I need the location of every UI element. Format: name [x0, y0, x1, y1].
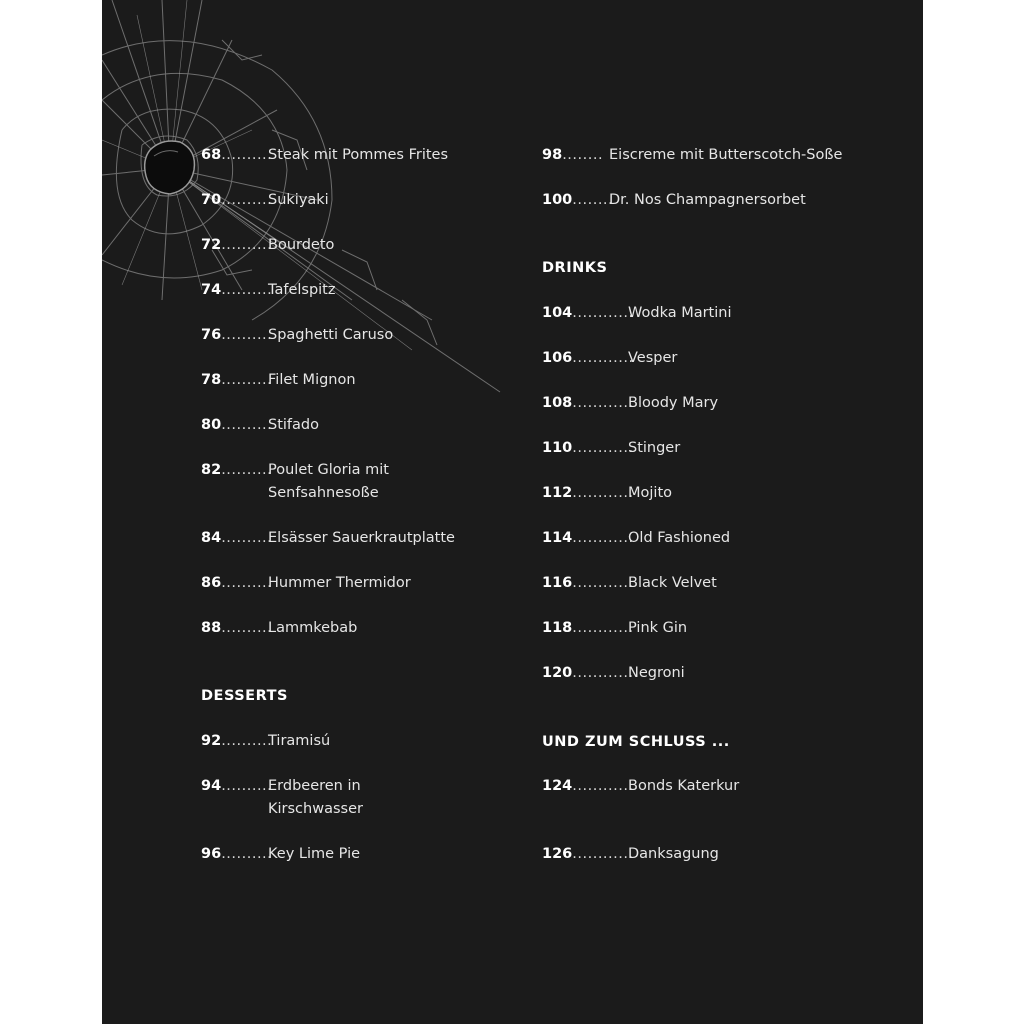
- section-heading-closing: UND ZUM SCHLUSS ...: [542, 734, 730, 750]
- entry-title: Hummer Thermidor: [268, 575, 411, 591]
- toc-entry[interactable]: [542, 347, 678, 370]
- leader-dots: ............: [572, 440, 634, 456]
- page-number: 82: [201, 462, 222, 478]
- page-number: 104: [542, 305, 573, 321]
- page-number: 96: [201, 846, 222, 862]
- page-number: 116: [542, 575, 573, 591]
- entry-title: Sukiyaki: [268, 192, 329, 208]
- page-number: 68: [201, 147, 222, 163]
- leader-dots: ..........: [221, 778, 273, 794]
- toc-entry[interactable]: [201, 279, 336, 302]
- entry-title: Tafelspitz: [268, 282, 336, 298]
- leader-dots: ..........: [221, 575, 273, 591]
- toc-entry[interactable]: [201, 459, 389, 501]
- page-number: 120: [542, 665, 573, 681]
- leader-dots: ..........: [221, 147, 273, 163]
- entry-title: Negroni: [628, 665, 685, 681]
- toc-entry[interactable]: [201, 527, 455, 550]
- toc-entry[interactable]: [201, 617, 358, 640]
- page-number: 100: [542, 192, 573, 208]
- leader-dots: ............: [572, 665, 634, 681]
- toc-entry[interactable]: [201, 144, 449, 167]
- page-number: 74: [201, 282, 222, 298]
- entry-title: Erdbeeren in Kirschwasser: [268, 778, 363, 817]
- leader-dots: ..........: [221, 237, 273, 253]
- page-number: 108: [542, 395, 573, 411]
- entry-title: Bourdeto: [268, 237, 335, 253]
- section-heading-drinks: DRINKS: [542, 260, 608, 276]
- leader-dots: ............: [572, 620, 634, 636]
- leader-dots: ............: [572, 485, 634, 501]
- leader-dots: ........: [572, 192, 614, 208]
- toc-entry[interactable]: [542, 189, 806, 212]
- section-heading-desserts: DESSERTS: [201, 688, 288, 704]
- book-page: [102, 0, 923, 1024]
- leader-dots: ..........: [221, 462, 273, 478]
- entry-title: Dr. Nos Champagnersorbet: [609, 192, 806, 208]
- leader-dots: ..........: [221, 733, 273, 749]
- page-number: 124: [542, 778, 573, 794]
- entry-title: Spaghetti Caruso: [268, 327, 394, 343]
- entry-title: Stifado: [268, 417, 319, 433]
- toc-entry[interactable]: [542, 144, 843, 167]
- toc-entry[interactable]: [542, 617, 688, 640]
- toc-entry[interactable]: [201, 572, 411, 595]
- page-number: 98: [542, 147, 563, 163]
- page-number: 80: [201, 417, 222, 433]
- toc-entry[interactable]: [201, 843, 361, 866]
- entry-title: Stinger: [628, 440, 681, 456]
- toc-entry[interactable]: [542, 527, 731, 550]
- page-number: 86: [201, 575, 222, 591]
- page-number: 88: [201, 620, 222, 636]
- toc-entry[interactable]: [201, 324, 394, 347]
- page-number: 84: [201, 530, 222, 546]
- page-number: 78: [201, 372, 222, 388]
- entry-title: Tiramisú: [268, 733, 331, 749]
- toc-entry[interactable]: [542, 662, 685, 685]
- page-number: 72: [201, 237, 222, 253]
- toc-entry[interactable]: [542, 843, 719, 866]
- leader-dots: ............: [572, 305, 634, 321]
- toc-entry[interactable]: [542, 392, 719, 415]
- page-number: 110: [542, 440, 573, 456]
- page-number: 114: [542, 530, 573, 546]
- entry-title: Elsässer Sauerkrautplatte: [268, 530, 455, 546]
- toc-entry[interactable]: [201, 189, 329, 212]
- toc-entry[interactable]: [542, 775, 740, 798]
- toc-entry[interactable]: [542, 482, 672, 505]
- page-number: 118: [542, 620, 573, 636]
- leader-dots: ..........: [221, 530, 273, 546]
- toc-entry[interactable]: [201, 234, 335, 257]
- toc-entry[interactable]: [201, 730, 331, 753]
- entry-title: Wodka Martini: [628, 305, 732, 321]
- leader-dots: ..........: [221, 620, 273, 636]
- entry-title: Mojito: [628, 485, 672, 501]
- leader-dots: ............: [572, 530, 634, 546]
- toc-entry[interactable]: [542, 437, 681, 460]
- entry-title: Black Velvet: [628, 575, 717, 591]
- leader-dots: ..........: [221, 846, 273, 862]
- leader-dots: ..........: [221, 372, 273, 388]
- leader-dots: ............: [572, 846, 634, 862]
- entry-title: Bonds Katerkur: [628, 778, 740, 794]
- entry-title: Pink Gin: [628, 620, 688, 636]
- leader-dots: ............: [572, 350, 634, 366]
- toc-entry[interactable]: [542, 572, 717, 595]
- leader-dots: ............: [572, 395, 634, 411]
- entry-title: Eiscreme mit Butterscotch-Soße: [609, 147, 843, 163]
- page-number: 112: [542, 485, 573, 501]
- page-number: 76: [201, 327, 222, 343]
- entry-title: Poulet Gloria mit Senfsahnesoße: [268, 462, 389, 501]
- toc-entry[interactable]: [542, 302, 732, 325]
- toc-entry[interactable]: [201, 414, 319, 437]
- entry-title: Bloody Mary: [628, 395, 719, 411]
- entry-title: Vesper: [628, 350, 678, 366]
- toc-entry[interactable]: [201, 775, 363, 817]
- entry-title: Old Fashioned: [628, 530, 731, 546]
- toc-entry[interactable]: [201, 369, 356, 392]
- leader-dots: ..........: [221, 327, 273, 343]
- leader-dots: ..........: [221, 417, 273, 433]
- leader-dots: ..........: [221, 282, 273, 298]
- page-number: 126: [542, 846, 573, 862]
- page-number: 70: [201, 192, 222, 208]
- leader-dots: ............: [572, 575, 634, 591]
- page-number: 94: [201, 778, 222, 794]
- leader-dots: ........: [562, 147, 604, 163]
- leader-dots: ..........: [221, 192, 273, 208]
- entry-title: Filet Mignon: [268, 372, 356, 388]
- entry-title: Lammkebab: [268, 620, 358, 636]
- page-number: 106: [542, 350, 573, 366]
- page-number: 92: [201, 733, 222, 749]
- entry-title: Danksagung: [628, 846, 719, 862]
- leader-dots: ............: [572, 778, 634, 794]
- entry-title: Steak mit Pommes Frites: [268, 147, 449, 163]
- entry-title: Key Lime Pie: [268, 846, 361, 862]
